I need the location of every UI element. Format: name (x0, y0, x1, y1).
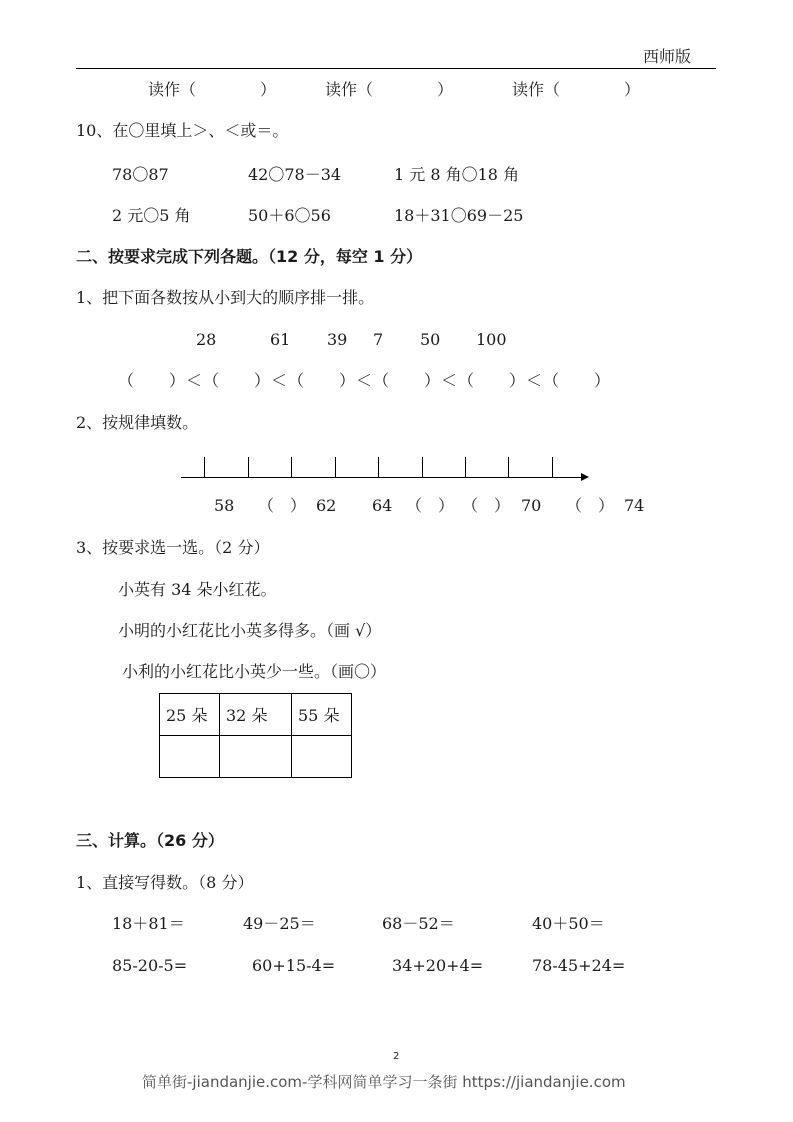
arrow-right-icon (581, 473, 589, 481)
number-line-tick (422, 457, 423, 477)
compare-item: 42〇78－34 (248, 165, 342, 184)
question-10-title: 10、在〇里填上＞、＜或＝。 (76, 121, 289, 140)
compare-item: 18＋31〇69－25 (394, 206, 524, 225)
number-to-sort: 39 (327, 330, 348, 349)
number-line-label: 58 (214, 496, 235, 515)
number-to-sort: 28 (196, 330, 217, 349)
number-line-tick (508, 457, 509, 477)
number-line-tick (291, 457, 292, 477)
calc-item: 34+20+4= (392, 956, 484, 975)
number-line-blank: （ ） (258, 496, 307, 515)
choice-answer-cell[interactable] (292, 736, 352, 778)
section-2-heading: 二、按要求完成下列各题。（12 分，每空 1 分） (76, 247, 423, 266)
number-line-label: 70 (521, 496, 542, 515)
number-line-tick (335, 457, 336, 477)
choice-table (159, 693, 352, 778)
calc-item: 60+15-4= (252, 956, 336, 975)
publisher-label: 西师版 (643, 47, 692, 66)
compare-item: 1 元 8 角〇18 角 (394, 165, 520, 184)
read-as-blank-2: 读作（ ） (325, 80, 454, 99)
number-line-blank: （ ） (566, 496, 615, 515)
number-line-blank: （ ） (462, 496, 511, 515)
q3-statement-2: 小明的小红花比小英多得多。（画 √） (118, 621, 382, 640)
section-3-heading: 三、计算。（26 分） (76, 831, 224, 850)
footer-watermark: 简单街-jiandanjie.com-学科网简单学习一条街 https://jiandanjie.com (142, 1073, 626, 1091)
read-as-blank-1: 读作（ ） (148, 80, 277, 99)
number-line-tick (465, 457, 466, 477)
sort-answer-blanks: （ ）＜（ ）＜（ ）＜（ ）＜（ ）＜（ ） (118, 371, 612, 390)
number-line-axis (181, 477, 583, 478)
s2-question-2-title: 2、按规律填数。 (76, 413, 199, 432)
choice-option: 25 朵 (160, 694, 220, 736)
number-line-label: 74 (624, 496, 645, 515)
number-line-tick (378, 457, 379, 477)
calc-item: 85-20-5= (112, 956, 188, 975)
q3-statement-1: 小英有 34 朵小红花。 (118, 580, 277, 599)
number-line-tick (248, 457, 249, 477)
number-to-sort: 50 (420, 330, 441, 349)
calc-item: 78-45+24= (532, 956, 626, 975)
s2-question-3-title: 3、按要求选一选。（2 分） (76, 538, 270, 557)
number-line-tick (204, 457, 205, 477)
q3-statement-3: 小利的小红花比小英少一些。（画〇） (122, 662, 387, 681)
choice-answer-cell[interactable] (160, 736, 220, 778)
s3-question-1-title: 1、直接写得数。（8 分） (76, 873, 254, 892)
number-to-sort: 100 (476, 330, 507, 349)
number-line-blank: （ ） (406, 496, 455, 515)
calc-item: 40＋50＝ (532, 914, 605, 933)
compare-item: 2 元〇5 角 (112, 206, 191, 225)
calc-item: 68－52＝ (382, 914, 455, 933)
calc-item: 49－25＝ (243, 914, 316, 933)
number-line-tick (552, 457, 553, 477)
number-line-label: 62 (316, 496, 337, 515)
number-to-sort: 61 (270, 330, 291, 349)
choice-answer-cell[interactable] (220, 736, 292, 778)
header-divider (76, 68, 716, 69)
choice-option: 55 朵 (292, 694, 352, 736)
calc-item: 18＋81＝ (112, 914, 185, 933)
read-as-blank-3: 读作（ ） (512, 80, 641, 99)
number-line-label: 64 (372, 496, 393, 515)
page-number: 2 (393, 1051, 400, 1062)
compare-item: 50＋6〇56 (248, 206, 331, 225)
compare-item: 78〇87 (112, 165, 169, 184)
s2-question-1-title: 1、把下面各数按从小到大的顺序排一排。 (76, 288, 375, 307)
number-to-sort: 7 (373, 330, 384, 349)
choice-option: 32 朵 (220, 694, 292, 736)
